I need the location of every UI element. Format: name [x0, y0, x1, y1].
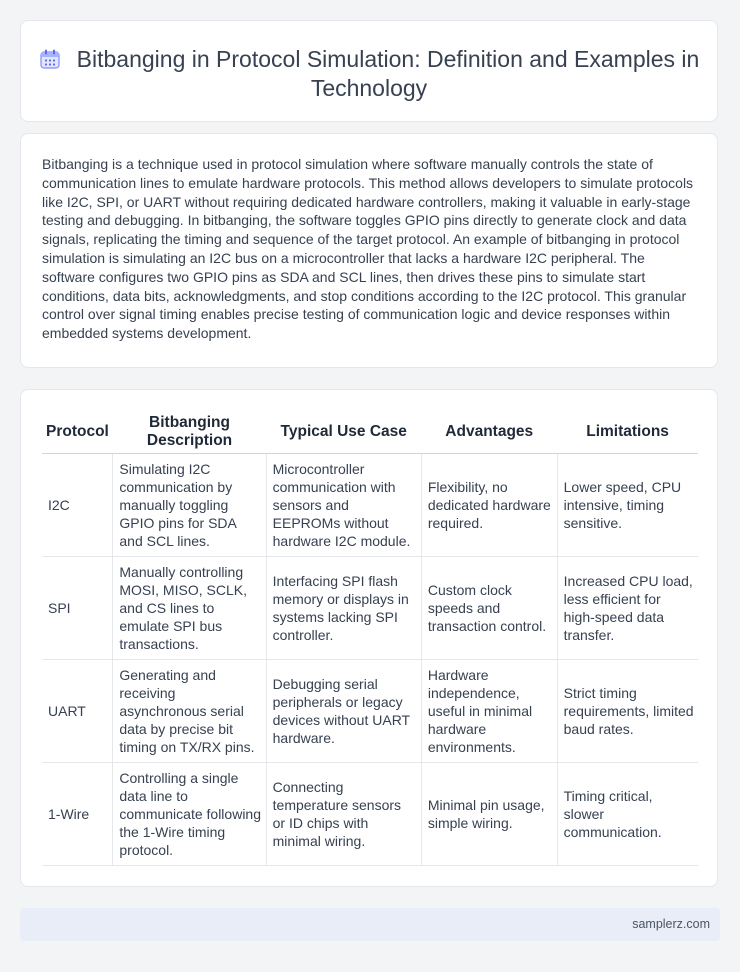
header-limitations: Limitations — [557, 410, 698, 454]
cell-use-case: Debugging serial peripherals or legacy devices without UART hardware. — [266, 660, 421, 763]
header-protocol: Protocol — [42, 410, 113, 454]
table-card — [20, 389, 718, 887]
cell-protocol: SPI — [42, 557, 113, 660]
cell-limitations: Increased CPU load, less efficient for high-speed data transfer. — [557, 557, 698, 660]
cell-description: Generating and receiving asynchronous serial data by precise bit timing on TX/RX pins. — [113, 660, 266, 763]
intro-paragraph: Bitbanging is a technique used in protocol simulation where software manually controls the state of communication lines to emulate hardware protocols. This method allows developers to simulate protocols like I2C, SPI, or UART without requiring dedicated hardware controllers, making it valuable in early-stage testing and debugging. In bitbanging, the software toggles GPIO pins directly to generate clock and data signals, replicating the timing and sequence of the target protocol. An example of bitbanging in protocol simulation is simulating an I2C bus on a microcontroller that lacks a hardware I2C peripheral. The software configures two GPIO pins as SDA and SCL lines, then drives these pins to simulate start conditions, data bits, acknowledgments, and stop conditions according to the I2C protocol. This granular control over signal timing enables precise testing of communication logic and device responses within embedded systems development. — [42, 156, 694, 342]
table-row — [42, 763, 698, 866]
cell-use-case: Microcontroller communication with sensors and EEPROMs without hardware I2C module. — [266, 454, 421, 557]
cell-protocol: UART — [42, 660, 113, 763]
table-row — [42, 454, 698, 557]
table-header-row — [42, 410, 698, 454]
cell-protocol: I2C — [42, 454, 113, 557]
header-description: Bitbanging Description — [113, 410, 266, 454]
table-row — [42, 660, 698, 763]
cell-use-case: Interfacing SPI flash memory or displays in systems lacking SPI controller. — [266, 557, 421, 660]
footer-site-link[interactable]: samplerz.com — [632, 917, 710, 931]
page-title-wrap — [21, 45, 717, 103]
calendar-icon — [39, 48, 61, 70]
cell-use-case: Connecting temperature sensors or ID chips with minimal wiring. — [266, 763, 421, 866]
cell-description: Simulating I2C communication by manually toggling GPIO pins for SDA and SCL lines. — [113, 454, 266, 557]
footer-bar — [20, 908, 720, 941]
comparison-table — [42, 410, 698, 866]
cell-limitations: Strict timing requirements, limited baud rates. — [557, 660, 698, 763]
cell-advantages: Hardware independence, useful in minimal hardware environments. — [421, 660, 557, 763]
cell-advantages: Minimal pin usage, simple wiring. — [421, 763, 557, 866]
cell-limitations: Timing critical, slower communication. — [557, 763, 698, 866]
title-card — [20, 20, 718, 122]
cell-description: Controlling a single data line to communicate following the 1-Wire timing protocol. — [113, 763, 266, 866]
cell-protocol: 1-Wire — [42, 763, 113, 866]
cell-description: Manually controlling MOSI, MISO, SCLK, and CS lines to emulate SPI bus transactions. — [113, 557, 266, 660]
cell-limitations: Lower speed, CPU intensive, timing sensitive. — [557, 454, 698, 557]
cell-advantages: Custom clock speeds and transaction control. — [421, 557, 557, 660]
page-title: Bitbanging in Protocol Simulation: Definition and Examples in Technology — [76, 46, 700, 101]
header-use-case: Typical Use Case — [266, 410, 421, 454]
intro-card — [20, 133, 718, 368]
table-row — [42, 557, 698, 660]
header-advantages: Advantages — [421, 410, 557, 454]
cell-advantages: Flexibility, no dedicated hardware required. — [421, 454, 557, 557]
